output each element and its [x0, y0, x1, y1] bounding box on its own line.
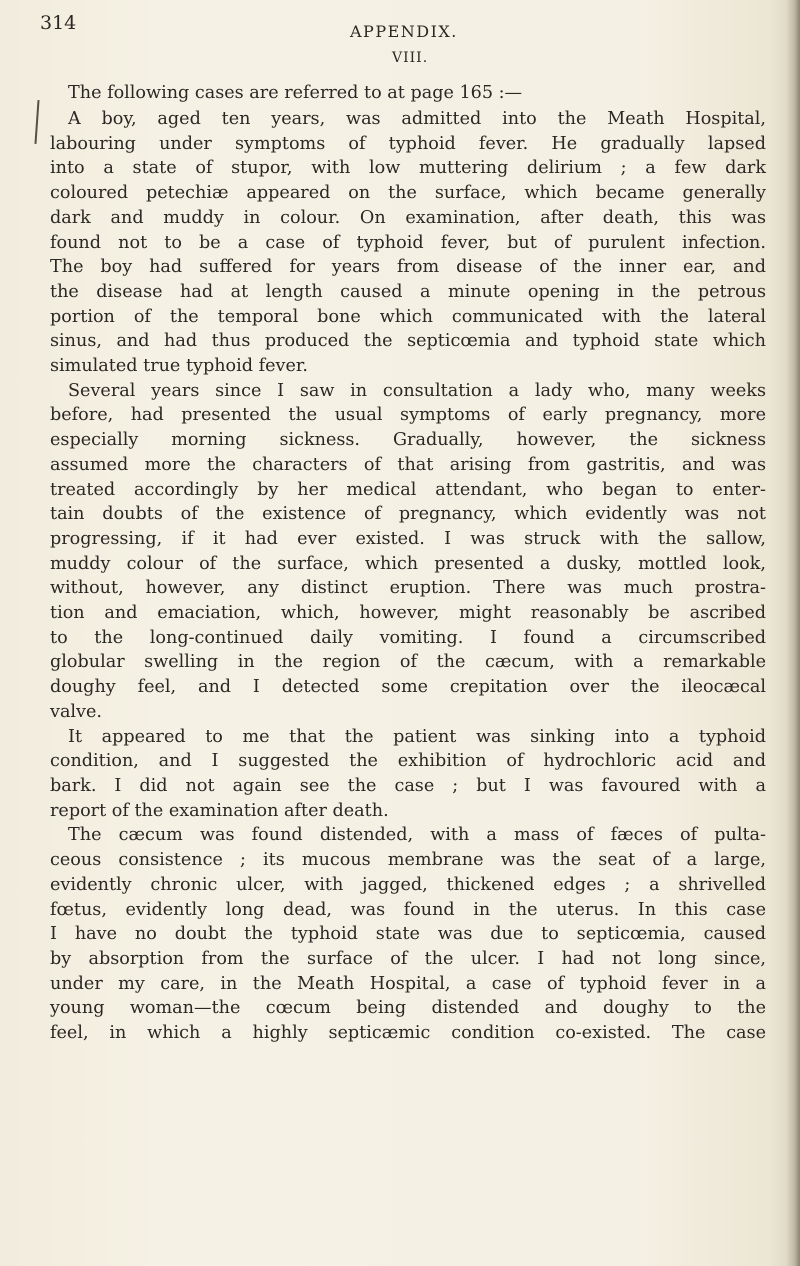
text-line: tion and emaciation, which, however, might reasonably be ascribed: [50, 603, 766, 624]
text-line: bark. I did not again see the case ; but I was favoured with a: [50, 775, 766, 796]
text-line: The boy had suffered for years from disease of the inner ear, and: [50, 257, 766, 278]
intro-line: The following cases are referred to at page 165 :—: [68, 83, 523, 103]
text-line: the disease had at length caused a minute opening in the petrous: [50, 281, 766, 302]
text-line: treated accordingly by her medical attendant, who began to enter-: [50, 479, 766, 500]
text-line: feel, in which a highly septicæmic condition co-existed. The case: [50, 1023, 766, 1044]
text-line: progressing, if it had ever existed. I was struck with the sallow,: [50, 528, 766, 549]
text-line: fœtus, evidently long dead, was found in the uterus. In this case: [50, 899, 766, 920]
text-line: tain doubts of the existence of pregnancy, which evidently was not: [50, 504, 766, 525]
text-line: ceous consistence ; its mucous membrane was the seat of a large,: [50, 850, 766, 871]
text-line: report of the examination after death.: [50, 800, 389, 821]
paragraph: [50, 107, 766, 379]
page-edge-shadow: [786, 0, 800, 1266]
text-line: muddy colour of the surface, which presented a dusky, mottled look,: [50, 553, 766, 574]
text-line: The cæcum was found distended, with a mass of fæces of pulta-: [68, 825, 766, 846]
text-line: coloured petechiæ appeared on the surface, which became generally: [50, 183, 766, 204]
paragraph: [50, 823, 766, 1045]
text-line: into a state of stupor, with low muttering delirium ; a few dark: [50, 158, 766, 179]
text-line: It appeared to me that the patient was sinking into a typhoid: [68, 726, 766, 747]
text-line: assumed more the characters of that arising from gastritis, and was: [50, 454, 766, 475]
text-line: found not to be a case of typhoid fever, but of purulent infection.: [50, 232, 766, 253]
page-number: 314: [40, 12, 77, 34]
margin-pencil-mark: [34, 100, 39, 144]
text-line: labouring under symptoms of typhoid fever. He gradually lapsed: [50, 133, 766, 154]
section-number: VIII.: [392, 50, 429, 66]
text-line: sinus, and had thus produced the septicœmia and typhoid state which: [50, 331, 766, 352]
paragraph: [50, 379, 766, 725]
text-line: doughy feel, and I detected some crepitation over the ileocæcal: [50, 677, 766, 698]
text-line: without, however, any distinct eruption. There was much prostra-: [50, 578, 766, 599]
paragraph: [50, 725, 766, 824]
text-line: under my care, in the Meath Hospital, a case of typhoid fever in a: [50, 973, 766, 994]
text-line: by absorption from the surface of the ulcer. I had not long since,: [50, 948, 766, 969]
text-line: especially morning sickness. Gradually, however, the sickness: [50, 430, 766, 451]
text-line: portion of the temporal bone which communicated with the lateral: [50, 306, 766, 327]
text-line: valve.: [50, 701, 102, 722]
text-line: simulated true typhoid fever.: [50, 356, 308, 377]
text-line: globular swelling in the region of the cæcum, with a remarkable: [50, 652, 766, 673]
text-line: condition, and I suggested the exhibition of hydrochloric acid and: [50, 751, 766, 772]
text-line: I have no doubt the typhoid state was due to septicœmia, caused: [50, 924, 766, 945]
text-line: young woman—the cœcum being distended and doughy to the: [50, 998, 766, 1019]
text-line: before, had presented the usual symptoms of early pregnancy, more: [50, 405, 766, 426]
text-line: dark and muddy in colour. On examination, after death, this was: [50, 207, 766, 228]
body-text: [50, 107, 766, 1046]
running-head: APPENDIX.: [350, 22, 458, 41]
text-line: to the long-continued daily vomiting. I found a circumscribed: [50, 627, 766, 648]
text-line: A boy, aged ten years, was admitted into the Meath Hospital,: [68, 109, 766, 129]
text-line: Several years since I saw in consultation a lady who, many weeks: [68, 380, 766, 401]
text-line: evidently chronic ulcer, with jagged, thickened edges ; a shrivelled: [50, 874, 766, 895]
